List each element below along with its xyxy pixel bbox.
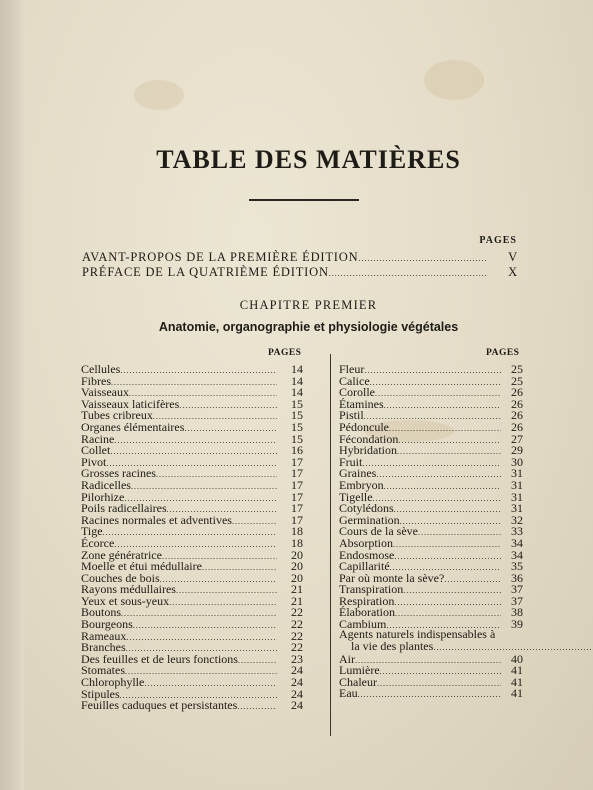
entry-page: 15 (291, 431, 303, 446)
entry-title: Germination (339, 512, 400, 527)
leader-dots (377, 677, 501, 689)
leader-dots (362, 457, 501, 469)
leader-dots (110, 445, 277, 457)
entry-page: 36 (511, 570, 523, 585)
entry-title: Des feuilles et de leurs fonctions (81, 651, 238, 666)
leader-dots (376, 468, 501, 480)
entry-page: 18 (291, 524, 303, 539)
entry-page: 15 (291, 408, 303, 423)
entry-page: 30 (511, 454, 523, 469)
entry-title: Embryon (339, 477, 384, 492)
entry-title: Air (339, 651, 355, 666)
entry-title: Fruit (339, 454, 363, 469)
entry-page: 20 (291, 570, 303, 585)
entry-page: 24 (291, 686, 303, 701)
entry-page: 17 (291, 454, 303, 469)
entry-title: Graines (339, 466, 377, 481)
leader-dots (384, 480, 501, 492)
chapter-heading: CHAPITRE PREMIER (239, 298, 378, 312)
entry-page: 24 (291, 663, 303, 678)
entry-page: 22 (291, 628, 303, 643)
leader-dots (103, 526, 277, 538)
entry-page: 31 (511, 489, 523, 504)
entry-title: Endosmose (339, 547, 395, 562)
foxing-stain (134, 80, 184, 110)
leader-dots (156, 468, 277, 480)
entry-title: Zone génératrice (81, 547, 162, 562)
entry-title: Corolle (339, 385, 375, 400)
entry-title: Pivot (81, 454, 107, 469)
leader-dots (126, 631, 277, 643)
leader-dots (232, 515, 277, 527)
entry-title-continued: la vie des plantes (351, 639, 434, 654)
book-gutter (0, 0, 24, 790)
chapter-subtitle: Anatomie, organographie et physiologie végétales (158, 320, 459, 334)
entry-title: Capillarité (339, 559, 390, 574)
toc-entry (339, 445, 523, 457)
entry-page: 15 (291, 396, 303, 411)
leader-dots (418, 526, 501, 538)
leader-dots (397, 445, 501, 457)
entry-page: 21 (291, 582, 303, 597)
entry-title: Grosses racines (81, 466, 156, 481)
leader-dots (444, 573, 501, 585)
entry-title: Couches de bois (81, 570, 160, 585)
entry-page: 25 (511, 362, 523, 376)
entry-page: 22 (291, 605, 303, 620)
entry-page: 41 (511, 674, 523, 689)
entry-page: 26 (511, 419, 523, 434)
page-title: TABLE DES MATIÈRES (156, 145, 461, 174)
entry-title: Yeux et sous-yeux (81, 593, 170, 608)
entry-page: 27 (511, 431, 523, 446)
entry-title: Boutons (81, 605, 122, 620)
entry-title: Poils radicellaires (81, 501, 167, 516)
entry-page: 26 (511, 396, 523, 411)
entry-page: 24 (291, 698, 303, 713)
entry-title: Respiration (339, 593, 395, 608)
entry-page: 26 (511, 408, 523, 423)
entry-title: Branches (81, 640, 126, 655)
entry-page: 41 (511, 663, 523, 678)
entry-page: 31 (511, 477, 523, 492)
entry-title: Fleur (339, 362, 365, 376)
entry-title: Feuilles caduques et persistantes (81, 698, 238, 713)
entry-title: Fécondation (339, 431, 399, 446)
entry-page: X (508, 265, 518, 279)
leader-dots (393, 538, 501, 550)
entry-title: Racine (81, 431, 115, 446)
entry-page: 17 (291, 477, 303, 492)
entry-page: 16 (291, 443, 303, 458)
entry-title: Agents naturels indispensables à (339, 627, 496, 642)
entry-title: Écorce (81, 535, 115, 550)
entry-page: 21 (291, 593, 303, 608)
leader-dots (358, 250, 488, 265)
entry-page: 17 (291, 466, 303, 481)
leader-dots (375, 387, 501, 399)
left-column (81, 364, 303, 712)
entry-title: Rayons médullaires (81, 582, 176, 597)
leader-dots (131, 480, 277, 492)
leader-dots (125, 665, 277, 677)
entry-title: Moelle et étui médullaire (81, 559, 202, 574)
leader-dots (238, 654, 277, 666)
right-pages-header: PAGES (486, 348, 520, 358)
leader-dots (144, 677, 277, 689)
entry-page: 17 (291, 489, 303, 504)
entry-title: Calice (339, 373, 370, 388)
title-rule (249, 199, 359, 201)
leader-dots (133, 619, 277, 631)
leader-dots (114, 434, 277, 446)
toc-entry (81, 364, 303, 376)
leader-dots (394, 550, 501, 562)
entry-title: Chaleur (339, 674, 377, 689)
pages-header: PAGES (479, 235, 517, 246)
entry-page: 29 (511, 443, 523, 458)
entry-title: Cellules (81, 362, 121, 376)
toc-entry (81, 431, 303, 446)
entry-title: Stomates (81, 663, 125, 678)
entry-page: 23 (291, 651, 303, 666)
entry-title: Étamines (339, 396, 384, 411)
toc-entry (339, 627, 523, 654)
entry-title: Cotylédons (339, 501, 394, 516)
entry-title: AVANT-PROPOS DE LA PREMIÈRE ÉDITION (82, 250, 359, 264)
leader-dots (111, 376, 277, 388)
entry-page: 18 (291, 535, 303, 550)
entry-title: Radicelles (81, 477, 131, 492)
entry-title: Absorption (339, 535, 393, 550)
leader-dots (398, 434, 501, 446)
entry-title: Tubes cribreux (81, 408, 153, 423)
toc-entry (81, 512, 303, 527)
entry-page: 37 (511, 593, 523, 608)
entry-page: 37 (511, 582, 523, 597)
entry-page: 35 (511, 559, 523, 574)
leader-dots (394, 503, 501, 515)
entry-title: Pédoncule (339, 419, 389, 434)
entry-title: Vaisseaux laticifères (81, 396, 180, 411)
entry-title: PRÉFACE DE LA QUATRIÈME ÉDITION (82, 265, 329, 279)
entry-title: Lumière (339, 663, 380, 678)
entry-page: 20 (291, 547, 303, 562)
entry-page: 32 (511, 512, 523, 527)
foxing-stain (424, 60, 484, 100)
leader-dots (184, 422, 277, 434)
entry-title: Pilorhize (81, 489, 125, 504)
entry-page: 34 (511, 547, 523, 562)
leader-dots (389, 422, 501, 434)
entry-title: Transpiration (339, 582, 404, 597)
toc-entry (81, 700, 303, 712)
entry-title: Hybridation (339, 443, 397, 458)
front-matter-entry (82, 265, 518, 280)
entry-page: 22 (291, 640, 303, 655)
toc-entry (339, 396, 523, 411)
leader-dots (403, 584, 501, 596)
entry-title: Vaisseaux (81, 385, 129, 400)
entry-page: 14 (291, 362, 303, 376)
front-matter-entry (82, 250, 518, 265)
toc-entry (339, 688, 523, 700)
leader-dots (121, 607, 277, 619)
entry-title: Tigelle (339, 489, 373, 504)
leader-dots (364, 364, 501, 376)
entry-title: Bourgeons (81, 617, 133, 632)
toc-entry (339, 674, 523, 689)
leader-dots (395, 607, 501, 619)
toc-entry (81, 445, 303, 457)
entry-page: 40 (511, 651, 523, 666)
entry-title: Cambium (339, 617, 387, 632)
entry-page: 17 (291, 512, 303, 527)
entry-title: Fibres (81, 373, 111, 388)
entry-page: 34 (511, 535, 523, 550)
entry-title: Rameaux (81, 628, 127, 643)
entry-title: Stipules (81, 686, 120, 701)
entry-page: 41 (511, 686, 523, 701)
entry-title: Organes élémentaires (81, 419, 185, 434)
entry-title: Chlorophylle (81, 675, 145, 690)
leader-dots (176, 584, 277, 596)
leader-dots (370, 376, 501, 388)
leader-dots (237, 700, 277, 712)
entry-title: Tige (81, 524, 103, 539)
leader-dots (394, 596, 501, 608)
entry-title: Pistil (339, 408, 364, 423)
leader-dots (358, 688, 501, 700)
leader-dots (380, 665, 501, 677)
entry-page: 22 (291, 617, 303, 632)
entry-page: 20 (291, 559, 303, 574)
entry-title: Élaboration (339, 605, 395, 620)
leader-dots (160, 573, 277, 585)
entry-title: Collet (81, 443, 111, 458)
entry-page: 24 (291, 675, 303, 690)
entry-page: 17 (291, 501, 303, 516)
entry-page: 31 (511, 466, 523, 481)
right-column (339, 364, 523, 700)
toc-entry (81, 526, 303, 538)
entry-page: 14 (291, 373, 303, 388)
entry-page: 31 (511, 501, 523, 516)
leader-dots (384, 399, 501, 411)
book-page (24, 0, 593, 790)
leader-dots (179, 399, 277, 411)
leader-dots (169, 596, 277, 608)
column-separator (330, 354, 331, 736)
entry-page: V (508, 250, 518, 264)
entry-page: 39 (511, 617, 523, 632)
entry-page: 15 (291, 419, 303, 434)
leader-dots (202, 561, 277, 573)
entry-title: Racines normales et adventives (81, 512, 232, 527)
entry-page: 33 (511, 524, 523, 539)
entry-page: 14 (291, 385, 303, 400)
toc-entry (81, 419, 303, 434)
entry-page: 38 (511, 605, 523, 620)
entry-title: Par où monte la sève? (339, 570, 445, 585)
leader-dots (120, 364, 277, 376)
left-pages-header: PAGES (268, 348, 302, 358)
entry-title: Eau (339, 686, 358, 701)
leader-dots (329, 265, 488, 280)
entry-title: Cours de la sève (339, 524, 418, 539)
entry-page: 26 (511, 385, 523, 400)
entry-page: 25 (511, 373, 523, 388)
